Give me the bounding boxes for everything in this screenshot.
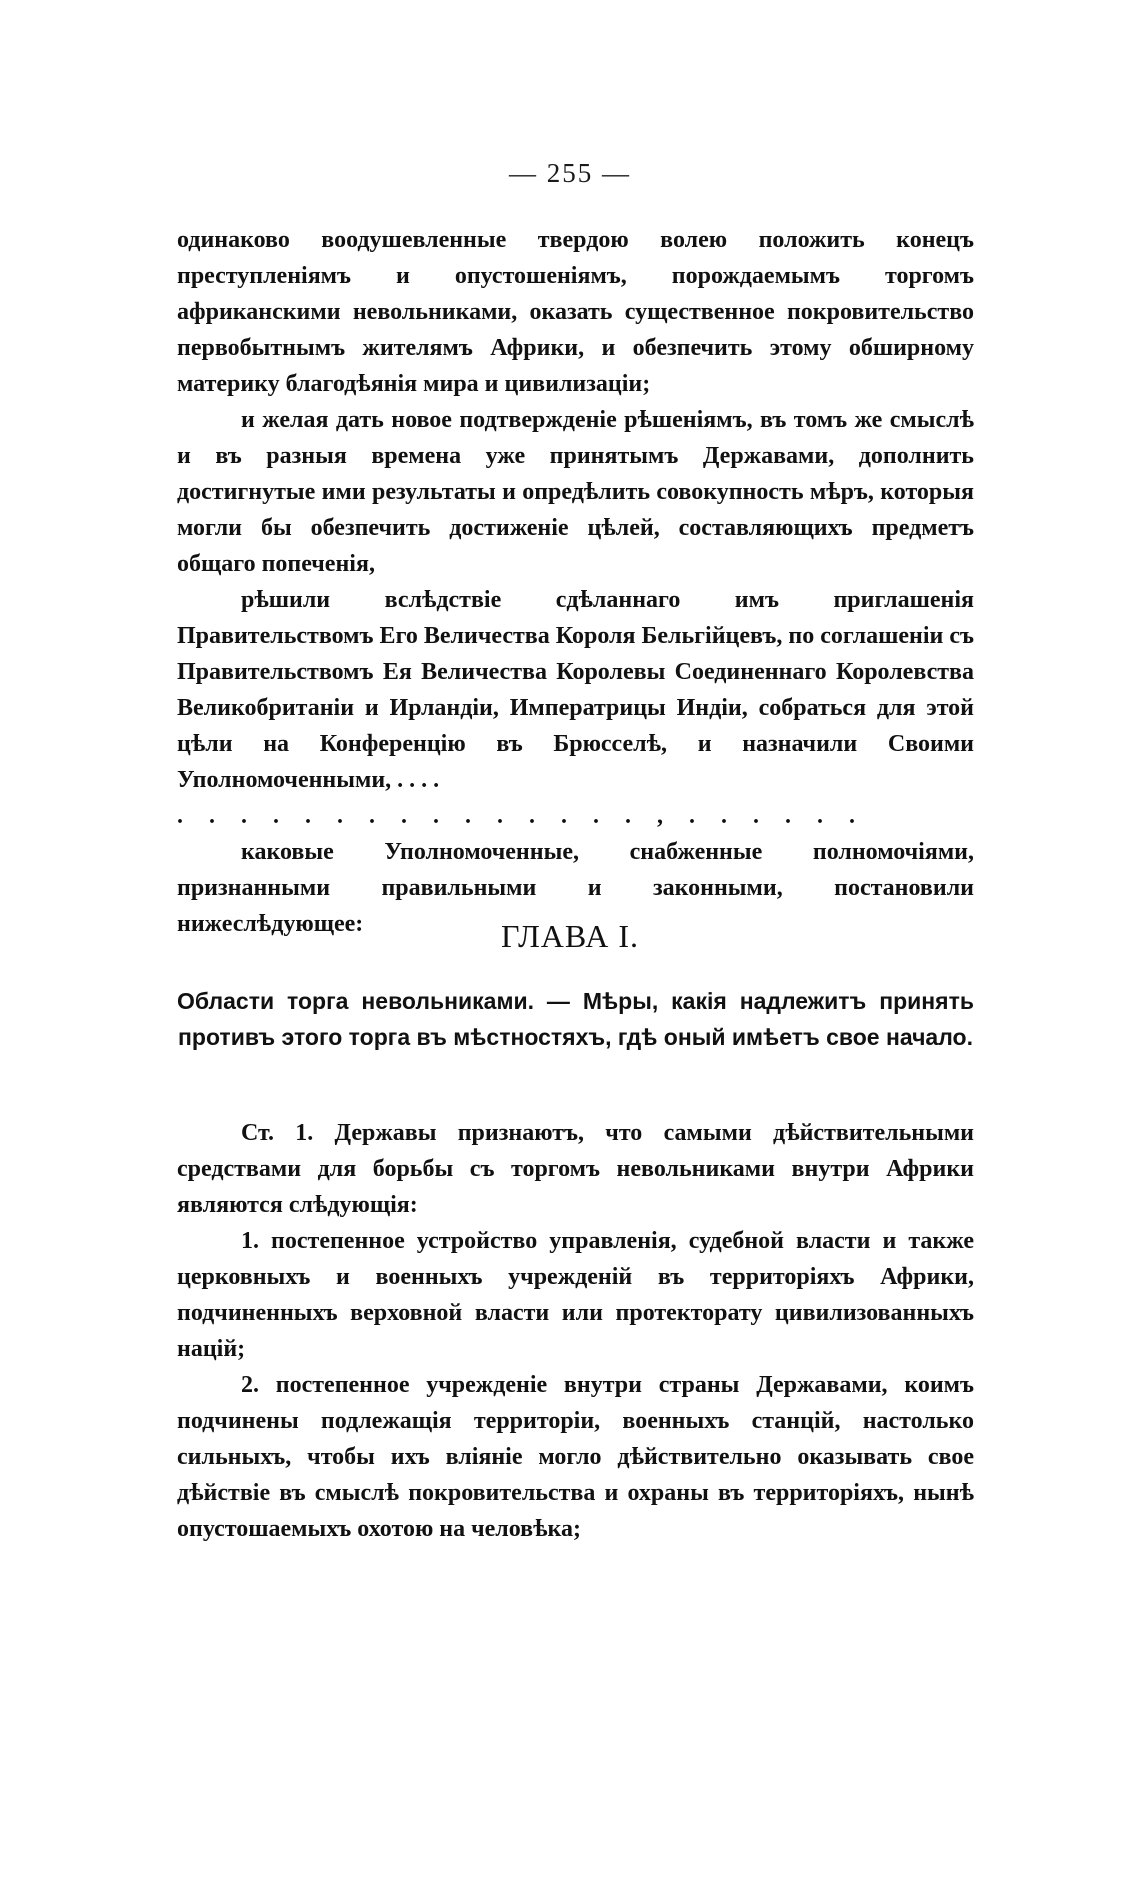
article-1 (177, 1115, 974, 1547)
dots-line-2: . . . . . . . . . . . . . . . , . . . . . . (177, 803, 865, 829)
chapter-title: ГЛАВА I. (501, 918, 639, 954)
dots-line-1: . . . . (397, 767, 440, 793)
preamble-paragraph-1: одинаково воодушевленные твердою волею положить конецъ преступленіямъ и опустошеніямъ, порождаемымъ торгомъ африканскими невольниками, оказать существенное покровительство первобытнымъ жителямъ Африки, и обезпечить этому обширному материку благодѣянія мира и цивилизаціи; (177, 227, 974, 397)
chapter-subtitle: Области торга невольниками. — Мѣры, какія надлежитъ принять противъ этого торга въ мѣстностяхъ, гдѣ оный имѣетъ свое начало. (177, 988, 974, 1050)
preamble-block (177, 222, 974, 942)
article-1-item-1: 1. постепенное устройство управленія, судебной власти и также церковныхъ и военныхъ учрежденій въ территоріяхъ Африки, подчиненныхъ верховной власти или протекторату цивилизованныхъ націй; (177, 1228, 974, 1362)
preamble-paragraph-3-text: рѣшили вслѣдствіе сдѣланнаго имъ приглашенія Правительствомъ Его Величества Короля Бельгійцевъ, по соглашеніи съ Правительствомъ Ея Величества Королевы Соединеннаго Королевства Великобританіи и Ирландіи, Императрицы Индіи, собраться для этой цѣли на Конференцію въ Брюсселѣ, и назначили Своими Уполномоченными, (177, 587, 974, 793)
preamble-paragraph-3 (177, 582, 974, 798)
article-1-item-2: 2. постепенное учрежденіе внутри страны Державами, коимъ подчинены подлежащія территоріи, военныхъ станцій, настолько сильныхъ, чтобы ихъ вліяніе могло дѣйствительно оказывать свое дѣйствіе въ смыслѣ покровительства и охраны въ территоріяхъ, нынѣ опустошаемыхъ охотою на человѣка; (177, 1372, 974, 1542)
article-1-lead: Ст. 1. Державы признаютъ, что самыми дѣйствительными средствами для борьбы съ торгомъ невольниками внутри Африки являются слѣдующія: (177, 1120, 974, 1218)
preamble-paragraph-4: каковые Уполномоченные, снабженные полномочіями, признанными правильными и законными, постановили нижеслѣдующее: (177, 839, 974, 937)
page-number: — 255 — (509, 158, 631, 188)
preamble-paragraph-2: и желая дать новое подтвержденіе рѣшеніямъ, въ томъ же смыслѣ и въ разныя времена уже принятымъ Державами, дополнить достигнутые ими результаты и опредѣлить совокупность мѣръ, которыя могли бы обезпечить достиженіе цѣлей, составляющихъ предметъ общаго попеченія, (177, 407, 974, 577)
